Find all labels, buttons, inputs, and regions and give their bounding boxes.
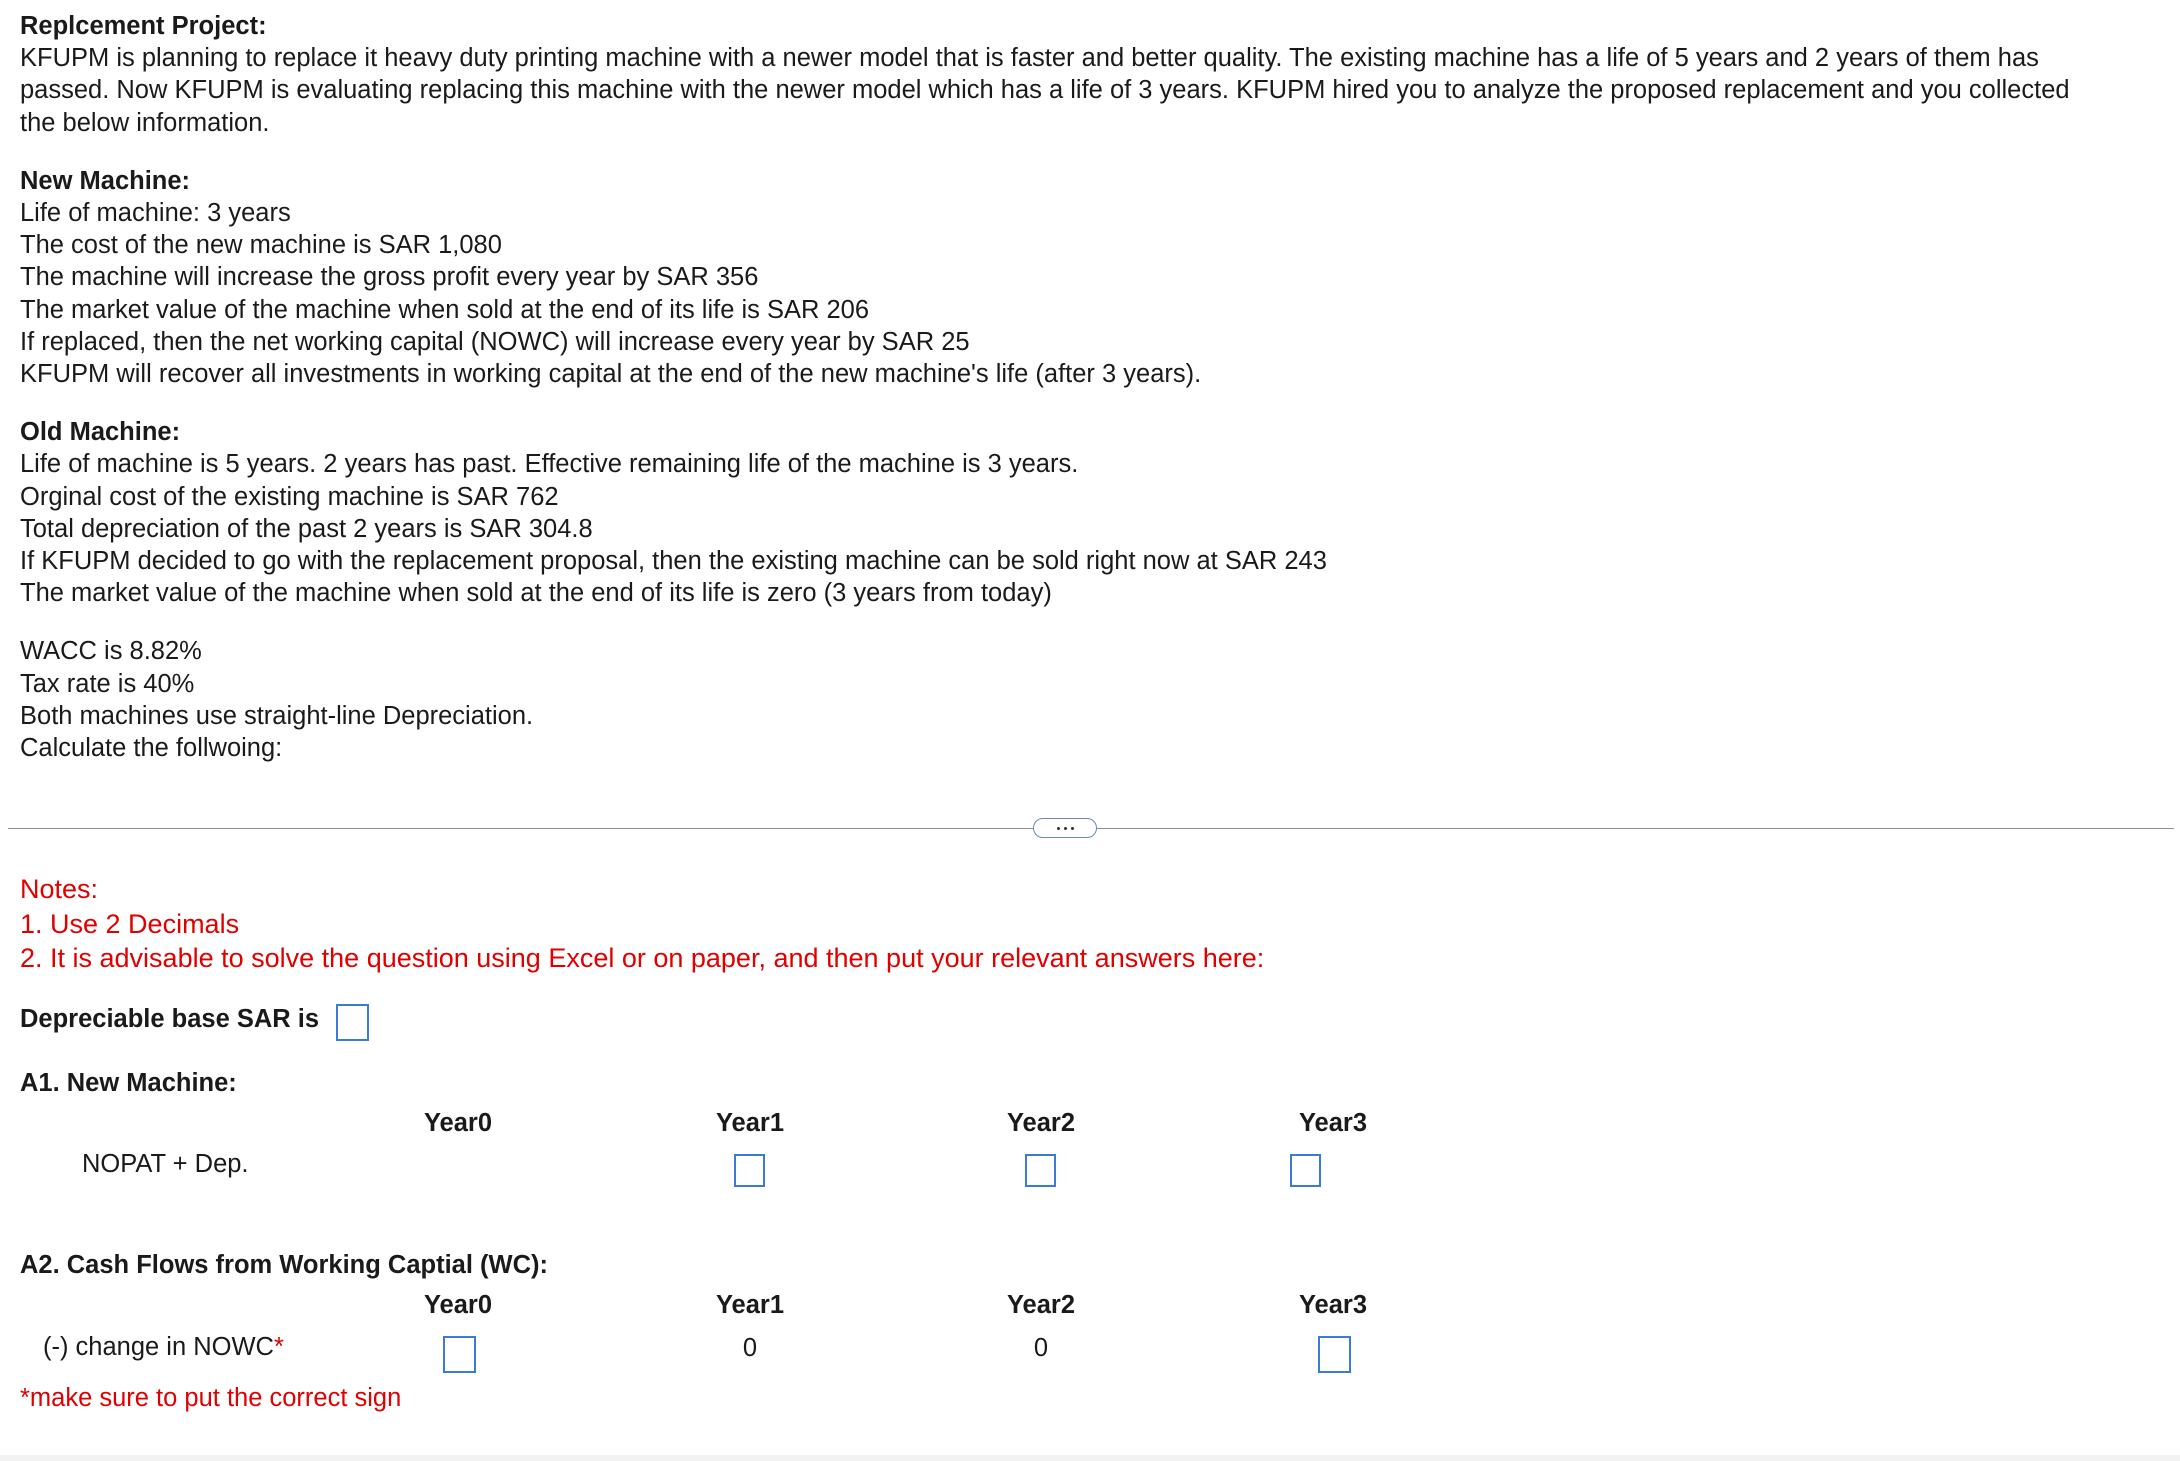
general-line: Calculate the follwoing: [20,734,283,763]
general-line: WACC is 8.82% [20,637,202,666]
a1-year2-input[interactable] [1025,1154,1056,1187]
a2-footnote: *make sure to put the correct sign [20,1384,402,1412]
problem-statement [20,10,2160,764]
a2-year0-input[interactable] [443,1336,476,1373]
old-machine-heading: Old Machine: [20,418,181,447]
section-divider [8,825,2174,833]
a1-year3-input[interactable] [1290,1154,1321,1187]
notes-item: 1. Use 2 Decimals [20,908,240,939]
a2-row-label [43,1333,284,1362]
new-machine-line: Life of machine: 3 years [20,199,291,228]
notes-heading: Notes: [20,874,99,904]
ellipsis-icon [1057,827,1060,830]
depreciable-base-input[interactable] [336,1004,369,1041]
required-asterisk: * [273,1333,284,1361]
a1-year1-input[interactable] [734,1154,765,1187]
a1-heading: A1. New Machine: [20,1069,237,1097]
a2-year1-value: 0 [742,1334,758,1362]
a2-col-year0: Year0 [423,1291,493,1319]
a2-col-year3: Year3 [1298,1291,1368,1319]
old-machine-line: If KFUPM decided to go with the replacement proposal, then the existing machine can be sold right now at SAR 243 [20,547,1327,576]
a1-col-year2: Year2 [1006,1109,1076,1137]
a2-col-year1: Year1 [715,1291,785,1319]
a1-col-year0: Year0 [423,1109,493,1137]
new-machine-line: The cost of the new machine is SAR 1,080 [20,231,502,260]
old-machine-line: The market value of the machine when sold at the end of its life is zero (3 years from today) [20,579,1052,608]
depreciable-base-label: Depreciable base SAR is [20,1005,320,1033]
new-machine-line: The market value of the machine when sold at the end of its life is SAR 206 [20,295,870,324]
project-intro-line: passed. Now KFUPM is evaluating replacing this machine with the newer model which has a life of 3 years. KFUPM hired you to analyze the proposed replacement and you collected [20,76,2070,105]
a2-heading: A2. Cash Flows from Working Captial (WC): [20,1251,548,1279]
project-intro-line: KFUPM is planning to replace it heavy duty printing machine with a newer model that is faster and better quality. The existing machine has a life of 5 years and 2 years of them has [20,44,2039,73]
ellipsis-icon-dot [1071,827,1074,830]
a1-col-year3: Year3 [1298,1109,1368,1137]
new-machine-heading: New Machine: [20,166,191,195]
a1-col-year1: Year1 [715,1109,785,1137]
new-machine-line: The machine will increase the gross profit every year by SAR 356 [20,263,759,292]
a2-year3-input[interactable] [1318,1336,1351,1373]
notes-item: 2. It is advisable to solve the question using Excel or on paper, and then put your relevant answers here: [20,943,1265,973]
ellipsis-icon-dot [1064,827,1067,830]
general-line: Both machines use straight-line Depreciation. [20,701,534,730]
general-line: Tax rate is 40% [20,669,195,698]
notes [20,872,1264,976]
expand-more-button[interactable] [1033,818,1097,838]
new-machine-line: KFUPM will recover all investments in working capital at the end of the new machine's life (after 3 years). [20,360,1202,389]
old-machine-line: Orginal cost of the existing machine is SAR 762 [20,482,559,511]
bottom-edge [0,1455,2180,1461]
old-machine-line: Life of machine is 5 years. 2 years has past. Effective remaining life of the machine is 3 years. [20,450,1079,479]
project-intro-line: the below information. [20,108,270,137]
new-machine-line: If replaced, then the net working capital (NOWC) will increase every year by SAR 25 [20,327,970,356]
a1-row-label: NOPAT + Dep. [82,1150,249,1178]
a2-year2-value: 0 [1033,1334,1049,1362]
project-title: Replcement Project: [20,12,267,40]
a2-row-label-text: (-) change in NOWC [43,1333,274,1361]
a2-col-year2: Year2 [1006,1291,1076,1319]
old-machine-line: Total depreciation of the past 2 years is SAR 304.8 [20,514,593,543]
